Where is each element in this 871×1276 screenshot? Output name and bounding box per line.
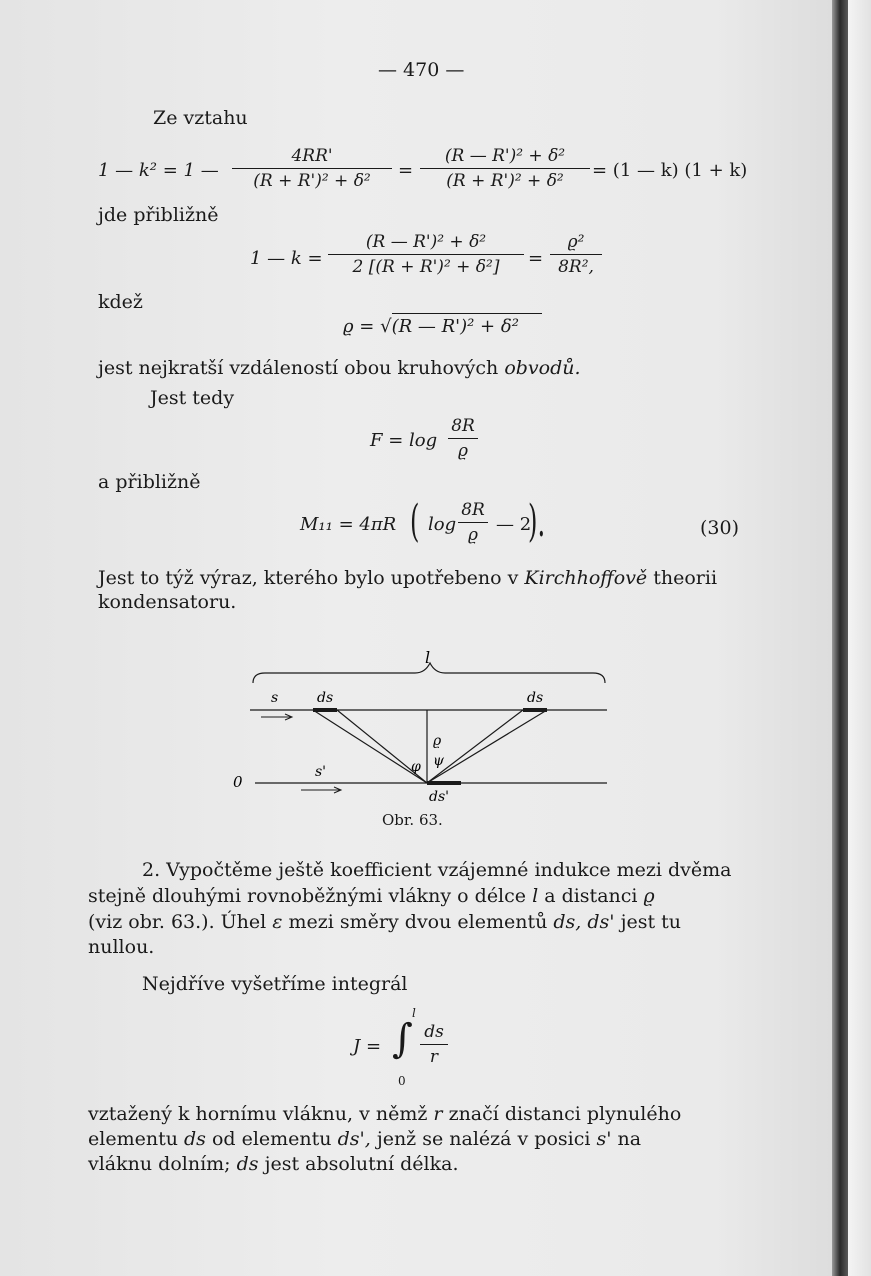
where-label: kdež xyxy=(98,291,143,313)
para5-line1-post: značí distanci plynulého xyxy=(448,1103,682,1125)
eq1-frac1-den: (R + R')² + δ² xyxy=(253,171,371,191)
para5-line3-post: jest absolutní délka. xyxy=(264,1153,459,1175)
para3-line3-pre: (viz obr. 63.). Úhel xyxy=(88,911,267,933)
para3-line3 xyxy=(88,910,681,934)
fig-label-s: s xyxy=(271,690,279,706)
eq5-log: log xyxy=(428,514,457,535)
para5-line3-pre: vláknu dolním; xyxy=(88,1153,231,1175)
fraction-bar xyxy=(458,522,488,523)
eq4-frac xyxy=(448,416,478,461)
eq1-frac2-num: (R — R')² + δ² xyxy=(444,146,566,166)
eq5-open: ( xyxy=(410,496,420,547)
fraction-bar xyxy=(232,168,392,169)
fraction-bar xyxy=(420,1044,448,1045)
intro-text: Ze vztahu xyxy=(153,107,248,129)
fraction-bar xyxy=(550,254,602,255)
figure-caption: Obr. 63. xyxy=(382,811,443,829)
ray-1 xyxy=(313,710,427,783)
para2-line1 xyxy=(98,566,748,590)
para5-line2-pre: elementu xyxy=(88,1128,178,1150)
eq1-frac1 xyxy=(232,146,392,191)
para5-line2-s: s' xyxy=(596,1128,612,1150)
para5-line2-ds: ds xyxy=(183,1128,206,1150)
para5-line3-ds: ds xyxy=(236,1153,259,1175)
jest-tedy: Jest tedy xyxy=(150,387,235,409)
fig-label-psi: ψ xyxy=(433,753,444,769)
approx-label: jde přibližně xyxy=(98,204,219,226)
eq2-frac2 xyxy=(550,232,602,277)
eq2-frac1-num: (R — R')² + δ² xyxy=(365,232,487,252)
book-spine xyxy=(832,0,848,1276)
figure-63 xyxy=(225,645,625,830)
fig-label-dsprime: ds' xyxy=(429,789,449,805)
eq1-frac2-den: (R + R')² + δ² xyxy=(446,171,564,191)
eq5-lhs: M₁₁ = 4πR xyxy=(300,514,397,535)
eq4-lhs: F = log xyxy=(370,430,438,451)
eq3: ϱ = √(R — R')² + δ² xyxy=(343,316,519,337)
para5-line2-end: na xyxy=(617,1128,642,1150)
eq5-close: ). xyxy=(528,496,546,547)
eq2-frac1-den: 2 [(R + R')² + δ²] xyxy=(352,257,500,277)
para5-line2-mid: od elementu xyxy=(211,1128,332,1150)
para5-line1-pre: vztažený k hornímu vláknu, v němž xyxy=(88,1103,428,1125)
page-edge xyxy=(848,0,871,1276)
para1 xyxy=(98,356,581,380)
eq6-frac xyxy=(420,1022,448,1067)
fig-label-rho: ϱ xyxy=(433,733,442,749)
para4: Nejdříve vyšetříme integrál xyxy=(142,973,408,995)
fraction-bar xyxy=(448,438,478,439)
para5-line2-dsp: ds', xyxy=(337,1128,371,1150)
eq6-upper: l xyxy=(412,1006,416,1020)
eq2-eq-sign: = xyxy=(528,248,544,269)
eq1-rhs: = (1 — k) (1 + k) xyxy=(592,160,748,181)
eq2-frac2-den: 8R², xyxy=(558,257,594,277)
para3-line2 xyxy=(88,884,655,908)
fig-label-ds-right: ds xyxy=(527,690,544,706)
para3-line2-rho: ϱ xyxy=(643,885,655,907)
para5-line3 xyxy=(88,1152,459,1176)
para2-line1-pre: Jest to týž výraz, kterého bylo upotřebeno v xyxy=(98,567,519,589)
para3-line2-l: l xyxy=(532,885,539,907)
para3-line3-eps: ε xyxy=(272,911,283,933)
eq4-num: 8R xyxy=(451,416,475,436)
eq2-frac1 xyxy=(328,232,524,277)
integral-sign: ∫ xyxy=(392,1016,413,1062)
para2-line2: kondensatoru. xyxy=(98,591,237,613)
para3-line3-post: jest tu xyxy=(620,911,682,933)
para5-line2 xyxy=(88,1127,641,1151)
eq5-frac xyxy=(458,500,488,545)
eq5-tail: — 2 xyxy=(496,514,532,535)
eq6-lower: 0 xyxy=(398,1074,406,1088)
fraction-bar xyxy=(328,254,524,255)
para3-line2-pre: stejně dlouhými rovnoběžnými vlákny o délce xyxy=(88,885,527,907)
eq2-frac2-num: ϱ² xyxy=(567,232,585,252)
fig-label-phi: φ xyxy=(411,759,421,775)
fig-label-0: 0 xyxy=(233,773,243,791)
para1-text: jest nejkratší vzdáleností obou kruhových xyxy=(98,357,499,379)
para3-line2-mid: a distanci xyxy=(544,885,638,907)
para3-line4: nullou. xyxy=(88,936,155,958)
fig-label-sprime: s' xyxy=(315,764,327,780)
para2-line1-post: theorii xyxy=(653,567,718,589)
eq6-num: ds xyxy=(424,1022,444,1042)
eq1-frac2 xyxy=(420,146,590,191)
eq5-number: (30) xyxy=(700,517,740,539)
eq1-eq-sign: = xyxy=(398,160,414,181)
para5-line1 xyxy=(88,1102,681,1126)
page-number: — 470 — xyxy=(378,59,465,81)
eq5-num: 8R xyxy=(461,500,485,520)
para5-line1-r: r xyxy=(433,1103,443,1125)
ray-3 xyxy=(427,710,523,783)
para3-line3-ds: ds, ds' xyxy=(553,911,615,933)
fig-label-l: l xyxy=(425,648,431,667)
eq2-lhs: 1 — k = xyxy=(250,248,323,269)
eq4-den: ϱ xyxy=(458,441,468,461)
eq1-lhs: 1 — k² = 1 — xyxy=(98,160,219,181)
para2-line1-emph: Kirchhoffově xyxy=(524,567,648,589)
fig-label-ds-left: ds xyxy=(317,690,334,706)
para3-line1: 2. Vypočtěme ještě koefficient vzájemné indukce mezi dvěma xyxy=(142,859,732,881)
para5-line2-post: jenž se nalézá v posici xyxy=(376,1128,591,1150)
para3-line3-mid: mezi směry dvou elementů xyxy=(288,911,548,933)
eq1-frac1-num: 4RR' xyxy=(291,146,333,166)
para1-emph: obvodů. xyxy=(504,357,581,379)
sqrt-bar xyxy=(392,313,542,314)
eq6-lhs: J = xyxy=(353,1036,382,1057)
approx-label-2: a přibližně xyxy=(98,471,201,493)
ray-4 xyxy=(427,710,547,783)
fraction-bar xyxy=(420,168,590,169)
eq6-den: r xyxy=(429,1047,439,1067)
eq5-den: ϱ xyxy=(468,525,478,545)
